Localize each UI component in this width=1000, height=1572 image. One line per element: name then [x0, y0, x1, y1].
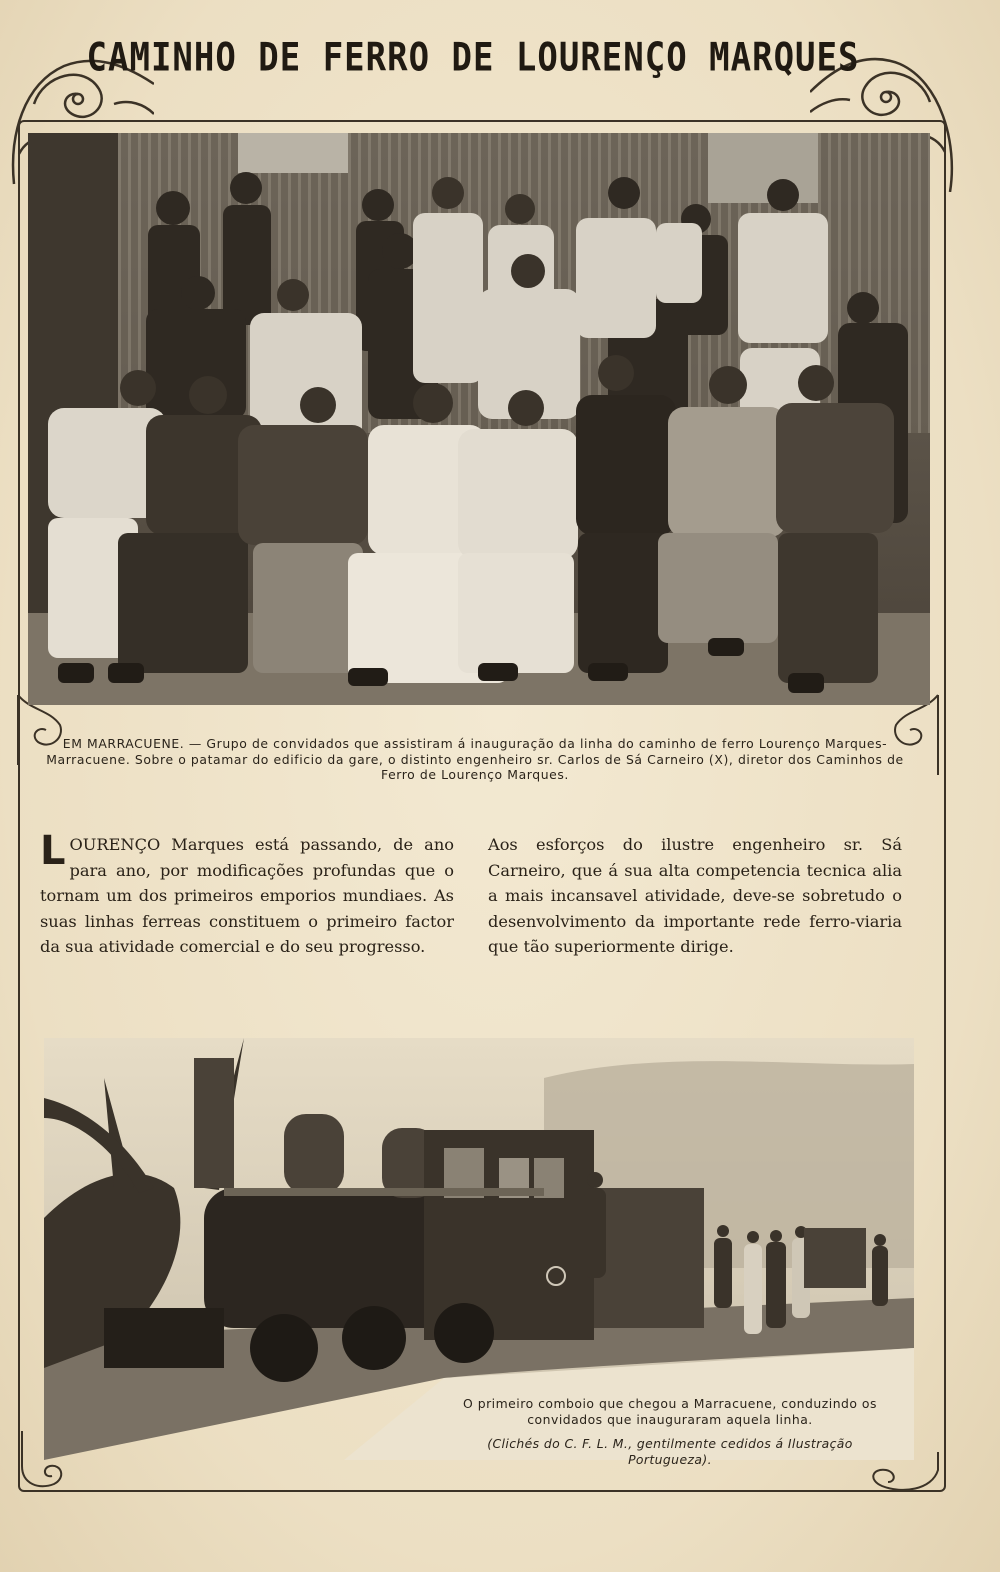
page-title: CAMINHO DE FERRO DE LOURENÇO MARQUES: [86, 35, 860, 81]
dropcap-letter: L: [40, 828, 66, 874]
group-photo-image: [28, 133, 930, 705]
article-column-2: Aos esforços do ilustre engenheiro sr. Sá Carneiro, que á sua alta competencia tecnica alia a mais incansavel atividade, deve-se sobretudo o desenvolvimento da importante rede ferro-viaria que tão superiormente dirige.: [488, 835, 902, 957]
article-column-1-text: OURENÇO Marques está passando, de ano para ano, por modificações profundas que o tornam um dos primeiros emporios mundiaes. As suas linhas ferreas constituem o primeiro factor da sua atividade comercial e do seu progresso.: [40, 835, 454, 957]
group-photo: [28, 133, 930, 705]
group-photo-caption: EM MARRACUENE. — Grupo de convidados que assistiram á inauguração da linha do caminho de ferro Lourenço Marques-Marracuene. Sobre o patamar do edificio da gare, o distinto engenheiro sr. Carlos de Sá Carneiro (X), diretor dos Caminhos de Ferro de Lourenço Marques.: [46, 736, 904, 782]
train-photo-caption: O primeiro comboio que chegou a Marracuene, conduzindo os convidados que inauguraram aquela linha.: [463, 1396, 877, 1427]
article-column-1: [40, 828, 454, 960]
photo-credit: (Clichés do C. F. L. M., gentilmente cedidos á Ilustração Portugueza).: [487, 1436, 853, 1467]
